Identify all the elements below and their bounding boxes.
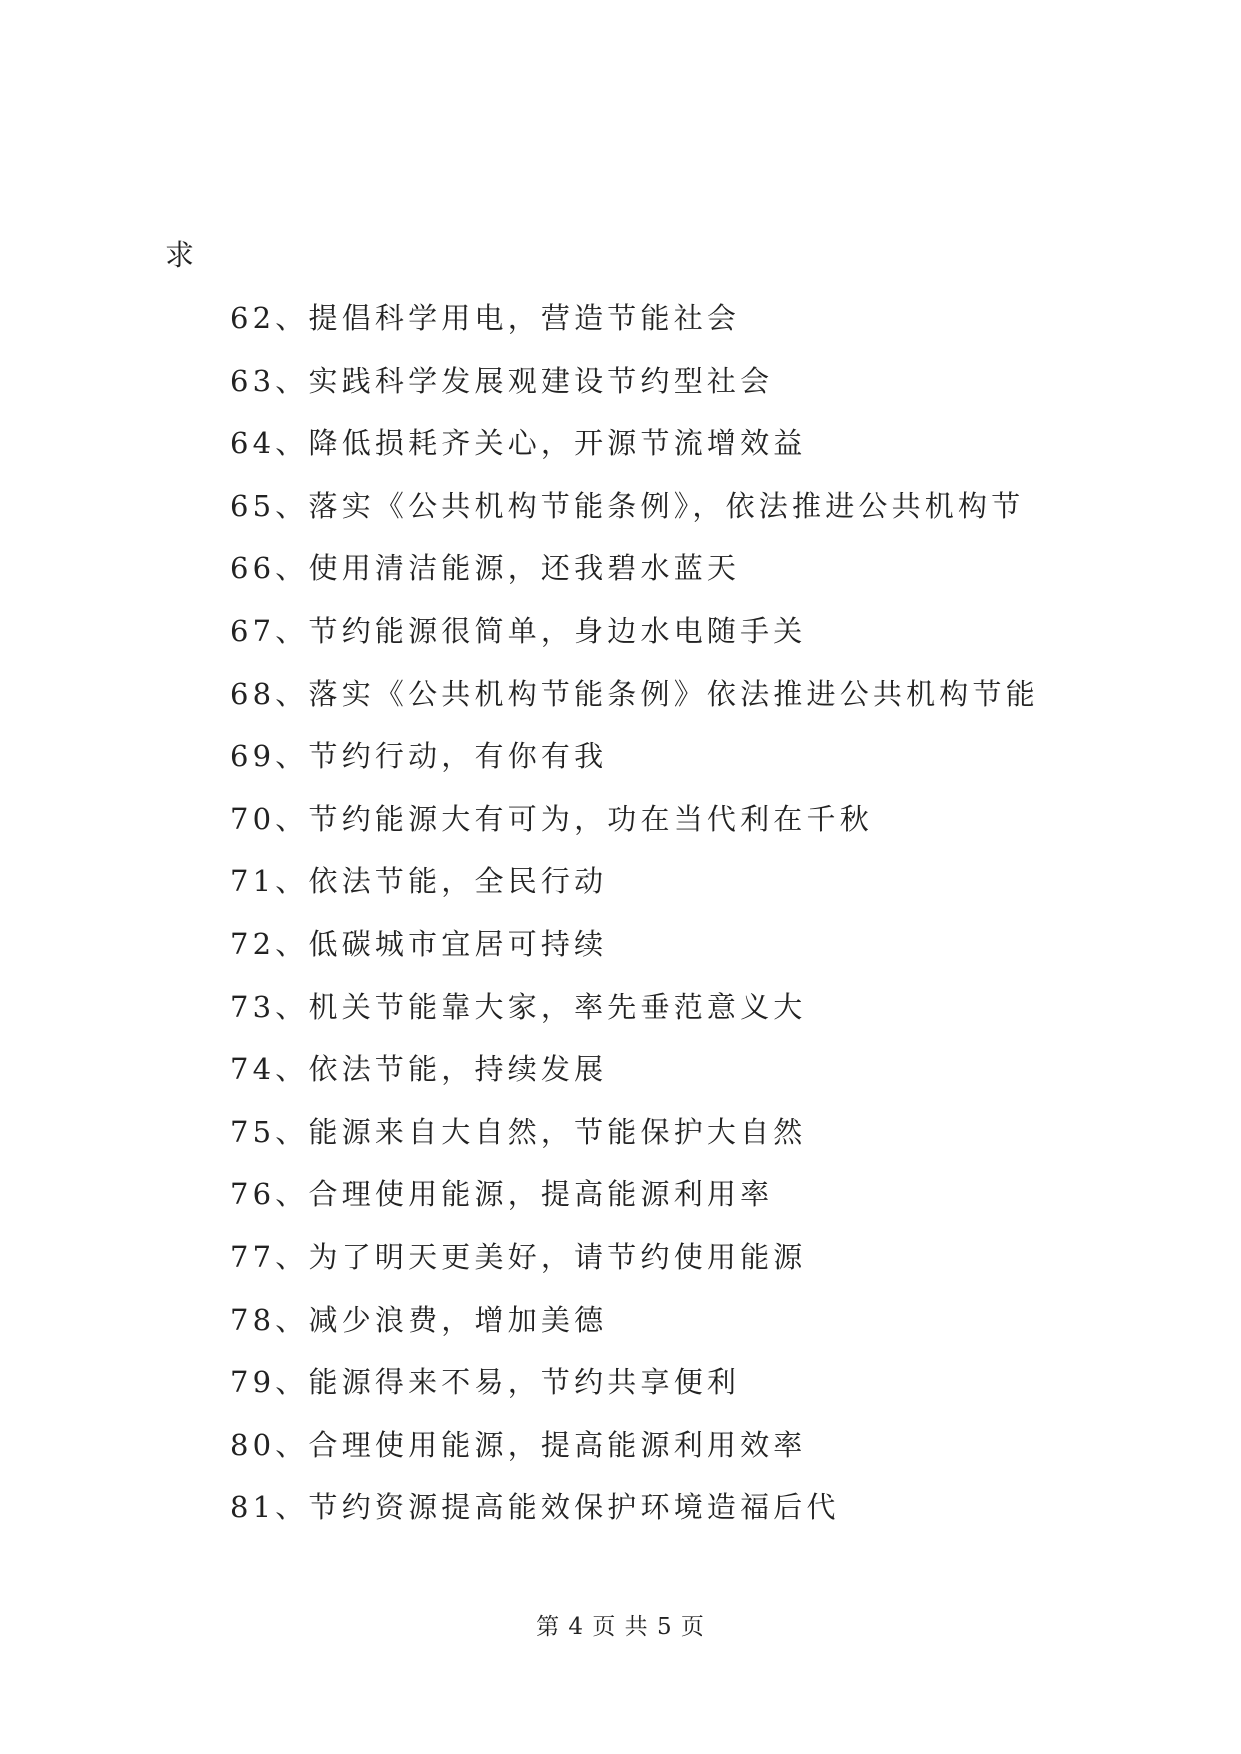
slogan-item: 76、合理使用能源，提高能源利用率 bbox=[230, 1177, 774, 1212]
slogan-item: 66、使用清洁能源，还我碧水蓝天 bbox=[230, 551, 741, 586]
slogan-item: 70、节约能源大有可为，功在当代利在千秋 bbox=[230, 801, 873, 836]
slogan-item: 72、低碳城市宜居可持续 bbox=[230, 926, 608, 961]
slogan-list bbox=[230, 298, 1039, 1550]
slogan-item: 77、为了明天更美好，请节约使用能源 bbox=[230, 1239, 807, 1274]
slogan-item: 81、节约资源提高能效保护环境造福后代 bbox=[230, 1490, 840, 1525]
slogan-item: 74、依法节能，持续发展 bbox=[230, 1052, 608, 1087]
slogan-item: 80、合理使用能源，提高能源利用效率 bbox=[230, 1427, 807, 1462]
continuation-text: 求 bbox=[165, 238, 198, 272]
slogan-item: 78、减少浪费，增加美德 bbox=[230, 1302, 608, 1337]
slogan-item: 79、能源得来不易，节约共享便利 bbox=[230, 1365, 741, 1400]
slogan-item: 68、落实《公共机构节能条例》依法推进公共机构节能 bbox=[230, 676, 1039, 711]
slogan-item: 65、落实《公共机构节能条例》，依法推进公共机构节 bbox=[230, 488, 1025, 523]
slogan-item: 67、节约能源很简单，身边水电随手关 bbox=[230, 613, 807, 648]
slogan-item: 62、提倡科学用电，营造节能社会 bbox=[230, 301, 741, 335]
slogan-item: 71、依法节能，全民行动 bbox=[230, 864, 608, 899]
slogan-item: 73、机关节能靠大家，率先垂范意义大 bbox=[230, 989, 807, 1024]
slogan-item: 63、实践科学发展观建设节约型社会 bbox=[230, 363, 774, 398]
slogan-item: 64、降低损耗齐关心，开源节流增效益 bbox=[230, 426, 807, 461]
page-footer: 第 4 页 共 5 页 bbox=[536, 1614, 705, 1640]
slogan-item: 69、节约行动，有你有我 bbox=[230, 739, 608, 774]
slogan-item: 75、能源来自大自然，节能保护大自然 bbox=[230, 1114, 807, 1149]
